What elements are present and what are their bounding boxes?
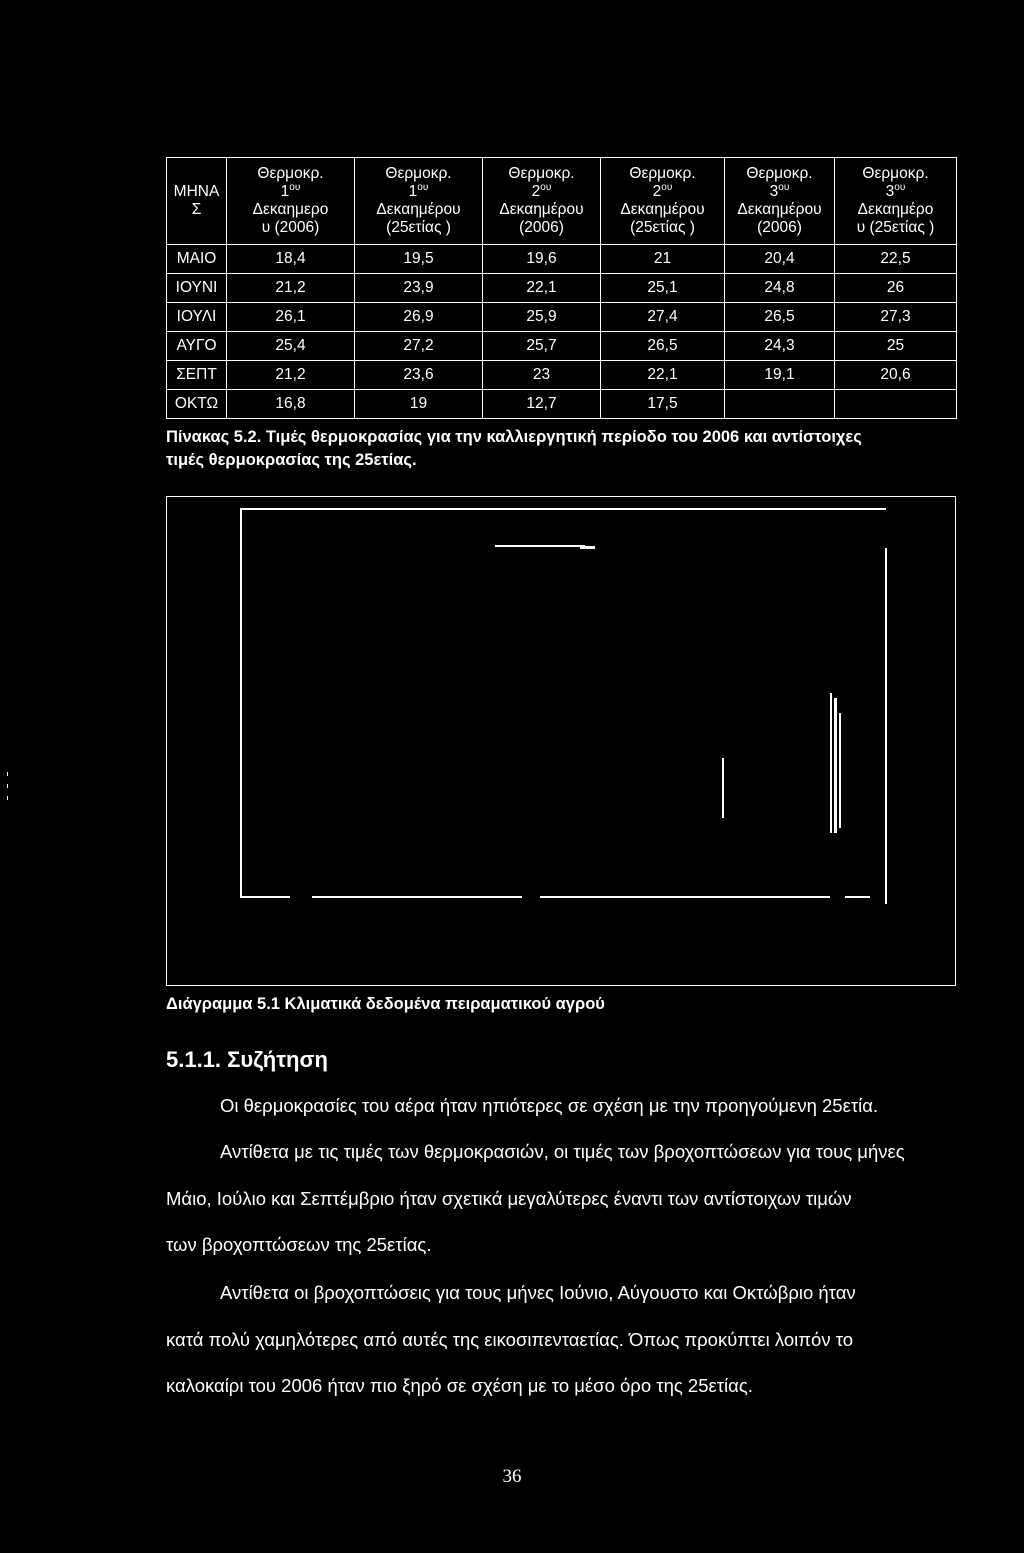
plot-right-border — [885, 548, 887, 904]
value-cell: 12,7 — [483, 390, 601, 419]
plot-bar-fragment — [830, 693, 832, 833]
table-caption-line-1: Πίνακας 5.2. Τιμές θερμοκρασίας για την καλλιεργητική περίοδο του 2006 και αντίστοιχες — [166, 428, 862, 446]
figure-caption: Διάγραμμα 5.1 Κλιματικά δεδομένα πειραματικού αγρού — [166, 995, 605, 1013]
plot-top-border — [240, 508, 886, 510]
value-cell: 27,3 — [835, 303, 957, 332]
plot-bottom-border — [312, 896, 522, 898]
month-cell: ΙΟΥΝΙ — [167, 274, 227, 303]
paragraph-line: Οι θερμοκρασίες του αέρα ήταν ηπιότερες σε σχέση με την προηγούμενη 25ετία. — [220, 1095, 879, 1116]
month-cell: ΑΥΓΟ — [167, 332, 227, 361]
value-cell: 26,5 — [725, 303, 835, 332]
plot-line-fragment — [495, 545, 585, 547]
value-cell: 27,4 — [601, 303, 725, 332]
month-cell: ΟΚΤΩ — [167, 390, 227, 419]
value-cell: 21,2 — [227, 274, 355, 303]
value-cell — [835, 390, 957, 419]
plot-bar-fragment — [834, 698, 837, 833]
temperature-table — [166, 157, 957, 419]
value-cell: 16,8 — [227, 390, 355, 419]
value-cell: 20,6 — [835, 361, 957, 390]
plot-line-fragment — [580, 546, 595, 549]
paragraph-line: των βροχοπτώσεων της 25ετίας. — [166, 1234, 432, 1255]
value-cell: 19,1 — [725, 361, 835, 390]
paragraph-line: Αντίθετα οι βροχοπτώσεις για τους μήνες Ιούνιο, Αύγουστο και Οκτώβριο ήταν — [220, 1282, 856, 1303]
value-cell: 24,8 — [725, 274, 835, 303]
plot-left-border — [240, 508, 242, 898]
plot-bar-fragment — [722, 758, 724, 818]
table-header — [167, 158, 957, 245]
column-header: Θερμοκρ. $3^{o\upsilon}$ Δεκαημέρου (2006) — [725, 158, 835, 245]
table-row — [167, 361, 957, 390]
value-cell: 25 — [835, 332, 957, 361]
value-cell: 26,9 — [355, 303, 483, 332]
month-cell: ΣΕΠΤ — [167, 361, 227, 390]
column-header: Θερμοκρ. $1^{o\upsilon}$ Δεκαημερο υ (2006) — [227, 158, 355, 245]
value-cell: 24,3 — [725, 332, 835, 361]
value-cell: 25,1 — [601, 274, 725, 303]
value-cell — [725, 390, 835, 419]
margin-mark — [7, 796, 8, 800]
value-cell: 26 — [835, 274, 957, 303]
table-row — [167, 390, 957, 419]
value-cell: 26,1 — [227, 303, 355, 332]
paragraph-line: Αντίθετα με τις τιμές των θερμοκρασιών, οι τιμές των βροχοπτώσεων για τους μήνες — [220, 1141, 905, 1162]
value-cell: 22,1 — [483, 274, 601, 303]
table-caption-line-2: τιμές θερμοκρασίας της 25ετίας. — [166, 451, 417, 469]
plot-bar-fragment — [839, 713, 841, 828]
table-row — [167, 303, 957, 332]
value-cell: 19,6 — [483, 245, 601, 274]
paragraph-line: καλοκαίρι του 2006 ήταν πιο ξηρό σε σχέση με το μέσο όρο της 25ετίας. — [166, 1375, 753, 1396]
column-header: Θερμοκρ. $2^{o\upsilon}$ Δεκαημέρου (2006) — [483, 158, 601, 245]
table-row — [167, 332, 957, 361]
value-cell: 21 — [601, 245, 725, 274]
page-number: 36 — [502, 1466, 522, 1487]
table-row — [167, 274, 957, 303]
value-cell: 25,4 — [227, 332, 355, 361]
value-cell: 19 — [355, 390, 483, 419]
plot-bottom-border — [845, 896, 870, 898]
column-header: Θερμοκρ. $1^{o\upsilon}$ Δεκαημέρου (25ετίας ) — [355, 158, 483, 245]
value-cell: 18,4 — [227, 245, 355, 274]
value-cell: 25,9 — [483, 303, 601, 332]
value-cell: 22,1 — [601, 361, 725, 390]
value-cell: 27,2 — [355, 332, 483, 361]
column-header: Θερμοκρ. $2^{o\upsilon}$ Δεκαημέρου (25ετίας ) — [601, 158, 725, 245]
value-cell: 20,4 — [725, 245, 835, 274]
column-header: Θερμοκρ. $3^{o\upsilon}$ Δεκαημέρο υ (25ετίας ) — [835, 158, 957, 245]
value-cell: 21,2 — [227, 361, 355, 390]
table-body — [167, 245, 957, 419]
value-cell: 22,5 — [835, 245, 957, 274]
value-cell: 19,5 — [355, 245, 483, 274]
month-cell: ΙΟΥΛΙ — [167, 303, 227, 332]
plot-bottom-border — [240, 896, 290, 898]
margin-mark — [7, 772, 8, 776]
value-cell: 23,9 — [355, 274, 483, 303]
table-row — [167, 245, 957, 274]
value-cell: 23,6 — [355, 361, 483, 390]
margin-mark — [7, 784, 8, 788]
paragraph-line: Μάιο, Ιούλιο και Σεπτέμβριο ήταν σχετικά μεγαλύτερες έναντι των αντίστοιχων τιμών — [166, 1188, 852, 1209]
paragraph-line: κατά πολύ χαμηλότερες από αυτές της εικοσιπενταετίας. Όπως προκύπτει λοιπόν το — [166, 1329, 854, 1350]
column-header: ΜΗΝΑ Σ — [167, 158, 227, 245]
value-cell: 25,7 — [483, 332, 601, 361]
header-row — [167, 158, 957, 245]
value-cell: 26,5 — [601, 332, 725, 361]
value-cell: 17,5 — [601, 390, 725, 419]
plot-bottom-border — [540, 896, 830, 898]
section-heading: 5.1.1. Συζήτηση — [166, 1047, 328, 1072]
chart-image — [240, 508, 888, 904]
month-cell: ΜΑΙΟ — [167, 245, 227, 274]
value-cell: 23 — [483, 361, 601, 390]
